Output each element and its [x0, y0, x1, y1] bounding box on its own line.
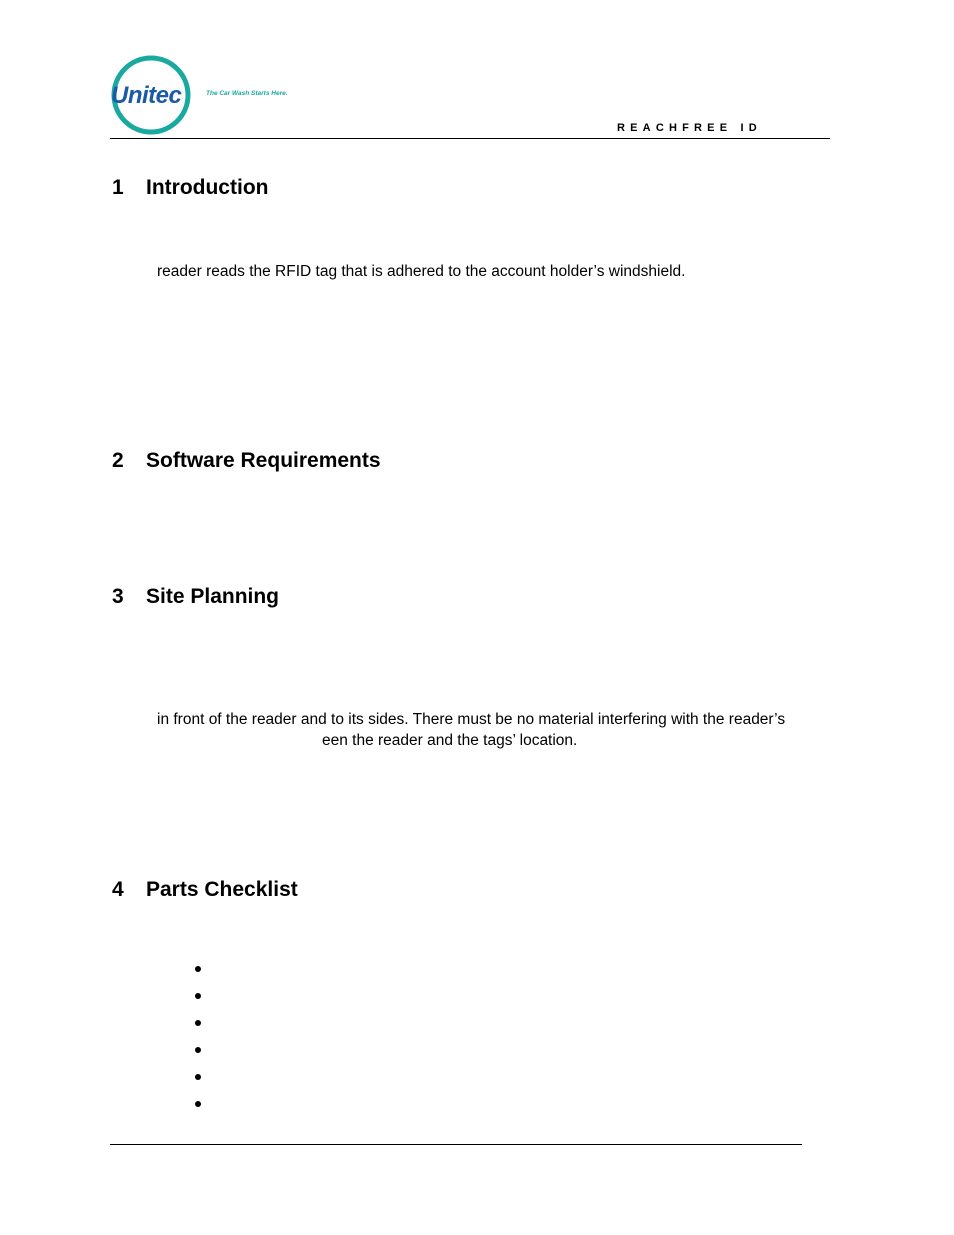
unitec-logo — [108, 54, 308, 138]
section-number: 4 — [112, 878, 124, 901]
intro-paragraph-line: reader reads the RFID tag that is adhered to the account holder’s windshield. — [157, 263, 686, 280]
section-title: Site Planning — [146, 585, 280, 608]
document-title: REACHFREE ID — [617, 122, 762, 134]
section-heading-software-requirements — [112, 449, 381, 473]
section-number: 3 — [112, 585, 124, 608]
section-title: Software Requirements — [146, 449, 381, 472]
section-heading-parts-checklist — [112, 878, 298, 902]
site-planning-paragraph-line-1: in front of the reader and to its sides. There must be no material interfering with the reader’s — [157, 711, 786, 728]
section-heading-site-planning — [112, 585, 279, 609]
footer-divider — [110, 1144, 802, 1145]
header-divider — [110, 138, 830, 139]
logo-wordmark: Unitec — [111, 82, 182, 109]
site-planning-paragraph-line-2: een the reader and the tags’ location. — [322, 732, 578, 749]
bullet-icon — [195, 1047, 201, 1053]
section-heading-introduction — [112, 176, 268, 200]
section-number: 1 — [112, 176, 124, 199]
section-title: Parts Checklist — [146, 878, 298, 901]
bullet-icon — [195, 993, 201, 999]
bullet-icon — [195, 1101, 201, 1107]
section-number: 2 — [112, 449, 124, 472]
section-title: Introduction — [146, 176, 269, 199]
bullet-icon — [195, 966, 201, 972]
bullet-icon — [195, 1074, 201, 1080]
logo-tagline: The Car Wash Starts Here. — [206, 90, 288, 97]
bullet-icon — [195, 1020, 201, 1026]
